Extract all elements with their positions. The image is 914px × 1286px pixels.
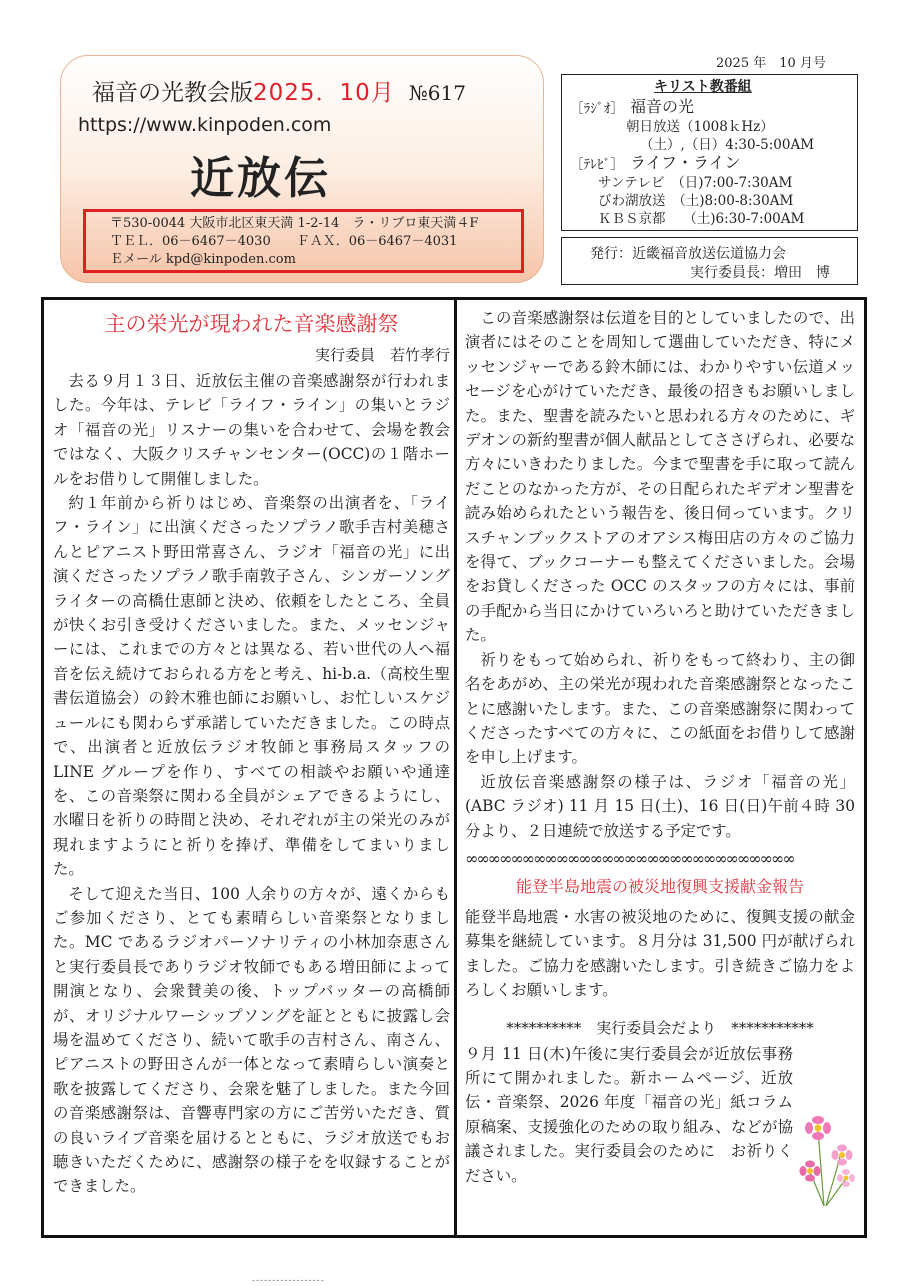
- committee-headline: ********** 実行委員会だより ***********: [506, 1018, 814, 1037]
- tv-schedule-kbs: ＫＢＳ京都 （土)6:30-7:00AM: [598, 211, 805, 227]
- article-paragraph: この音楽感謝祭は伝道を目的としていましたので、出演者にはそのことを周知して選曲していただき、特にメッセンジャーである鈴木師には、わかりやすい伝道メッセージを心がけていただき、最後の招きもお願いしました。また、聖書を読みたいと思われる方々のために、ギデオンの新約聖書が個人献品としてささげられ、必要な方々にいきわたりました。今まで聖書を手に取って読んだことのなかった方が、その日配られたギデオン聖書を読み始められたという報告を、後日伺っています。クリスチャンブックストアのオアシス梅田店の方々のご協力を得て、ブックコーナーも整えてくださいました。会場をお貸しくださった OCC のスタッフの方々には、事前の手配から当日にかけていろいろと助けていただきました。: [465, 309, 855, 645]
- footer-dots: ------------------: [252, 1276, 325, 1286]
- program-title: キリスト教番組: [654, 79, 752, 95]
- column-divider: [454, 297, 457, 1238]
- tv-schedule-sun-tv: サンテレビ （日)7:00-7:30AM: [598, 175, 793, 191]
- program-box: [561, 74, 858, 231]
- publication-prefix: 福音の光教会版: [92, 80, 253, 106]
- issue-date: 2025 年 10 月号: [716, 56, 826, 71]
- donation-headline: 能登半島地震の被災地復興支援献金報告: [515, 876, 804, 896]
- article-paragraph: そして迎えた当日、100 人余りの方々が、遠くからもご参加くださり、とても素晴らしい音楽祭となりました。MC であるラジオパーソナリティの小林加奈恵さんと実行委員長でありラジオ牧師でもある増田師によって開演となり、会衆賛美の後、トップバッターの高橋師が、オリジナルワーシップソングを証とともに披露し会場を温めてくださり、続いて歌手の吉村さん、南さん、ピアニストの野田さんが一体となって素晴らしい演奏と歌を披露してくださり、会衆を魅了しました。また今回の音楽感謝祭は、音響専門家の方にご苦労いただき、質の良いライブ音楽を届けるとともに、ラジオ放送でもお聴きいただくために、感謝祭の様子をを収録することができました。: [53, 884, 450, 1196]
- article-paragraph: 約１年前から祈りはじめ、音楽祭の出演者を、「ライフ・ライン」に出演くださったソプラノ歌手吉村美穂さんとピアニスト野田常喜さん、ラジオ「福音の光」に出演くださったソプラノ歌手南敦子さん、シンガーソングライターの高橋仕恵師と決め、依頼をしたところ、全員が快くお引き受けくださいました。また、メッセンジャーには、これまでの方々とは異なる、若い世代の人へ福音を伝え続けておられる方をと考え、hi-b.a.（高校生聖書伝道協会）の鈴木雅也師にお願いし、お忙しいスケジュールにも関わらず承諾していただきました。この時点で、出演者と近放伝ラジオ牧師と事務局スタッフの LINE グループを作り、すべての相談やお願いや通達を、この音楽祭に関わる全員がシェアできるようにし、水曜日を祈りの時間と決め、それぞれが主の栄光のみが現れますようにと祈りを捧げ、準備をしてまいりました。: [53, 494, 450, 879]
- article-headline: 主の栄光が現われた音楽感謝祭: [104, 312, 399, 336]
- issue-label: 2025．10月: [253, 80, 395, 106]
- left-column: [53, 306, 450, 1199]
- email[interactable]: Ｅメール kpd@kinpoden.com: [110, 252, 296, 267]
- article-byline: 実行委員 若竹孝行: [314, 346, 450, 364]
- committee-body: ９月 11 日(木)午後に実行委員会が近放伝事務所にて開かれました。新ホームページ、近放伝・音楽祭、2026 年度「福音の光」紙コラム原稿案、支援強化のための取り組み、などが協議されました。実行委員会のために お祈りください。: [465, 1044, 793, 1185]
- article-paragraph: 近放伝音楽感謝祭の様子は、ラジオ「福音の光」(ABC ラジオ) 11 月 15 日(土)、16 日(日)午前４時 30 分より、２日連続で放送する予定です。: [465, 772, 855, 840]
- radio-station: 朝日放送（1008ｋHz）: [626, 119, 774, 135]
- contact-box: [83, 209, 524, 273]
- publisher-name: 発行：近畿福音放送伝道協力会: [590, 246, 786, 262]
- wave-divider: ∞∞∞∞∞∞∞∞∞∞∞∞∞∞∞∞∞∞∞∞∞∞∞∞∞∞∞∞∞: [465, 848, 794, 868]
- right-column: [465, 306, 855, 1188]
- address: 〒530-0044 大阪市北区東天満 1-2-14 ラ・リブロ東天満４F: [110, 216, 479, 231]
- tv-program-name: ライフ・ライン: [630, 153, 741, 172]
- article-paragraph: 祈りをもって始められ、祈りをもって終わり、主の御名をあがめ、主の栄光が現われた音楽感謝祭となったことに感謝いたします。また、この音楽感謝祭に関わってくださったすべての方々に、この紙面をお借りして感謝を申し上げます。: [465, 650, 855, 767]
- newsletter-title: 近放伝: [190, 153, 331, 204]
- donation-body: 能登半島地震・水害の被災地のために、復興支援の献金募集を継続しています。８月分は 31,500 円が献げられました。ご協力を感謝いたします。引き続きご協力をよろしくお願いします。: [465, 907, 855, 1000]
- article-paragraph: 去る９月１３日、近放伝主催の音楽感謝祭が行われました。今年は、テレビ「ライフ・ライン」の集いとラジオ「福音の光」リスナーの集いを合わせて、会場を教会ではなく、大阪クリスチャンセンター(OCC)の１階ホールをお借りして開催しました。: [53, 372, 450, 488]
- radio-tag: ［ﾗｼﾞｵ］: [570, 101, 624, 117]
- radio-program-name: 福音の光: [630, 97, 695, 116]
- publication-line: [92, 74, 466, 107]
- tv-tag: ［ﾃﾚﾋﾞ］: [570, 157, 624, 173]
- publisher-box: [561, 237, 858, 285]
- committee-chair: 実行委員長：増田 博: [690, 265, 830, 281]
- website-url[interactable]: https://www.kinpoden.com: [78, 114, 332, 136]
- phone-fax: ＴＥＬ．06－6467－4030 ＦＡＸ．06－6467－4031: [110, 234, 458, 249]
- issue-number: №617: [408, 81, 466, 105]
- cosmos-flower-illustration: [796, 1108, 858, 1208]
- tv-schedule-biwako: びわ湖放送 （土)8:00-8:30AM: [598, 193, 794, 209]
- radio-schedule: （土）,（日）4:30-5:00AM: [640, 137, 815, 153]
